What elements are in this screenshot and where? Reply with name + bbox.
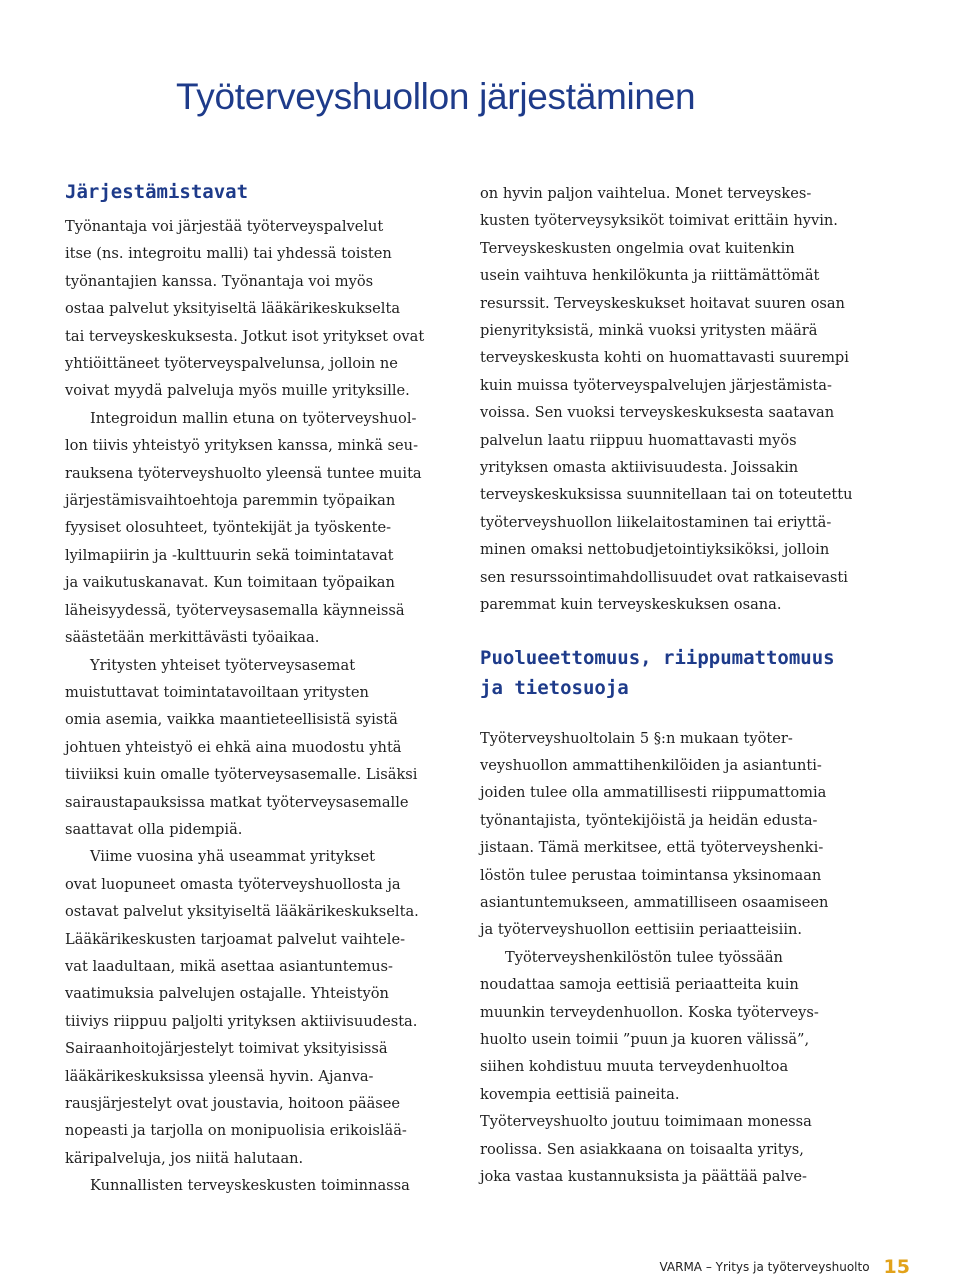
text-line: lon tiivis yhteistyö yrityksen kanssa, minkä seu- (65, 437, 419, 455)
text-line: voissa. Sen vuoksi terveyskeskuksesta saatavan (480, 404, 835, 422)
text-line: veyshuollon ammattihenkilöiden ja asiantunti- (480, 756, 822, 774)
text-line: säästetään merkittävästi työaikaa. (65, 629, 320, 647)
text-line: tiiviys riippuu paljolti yrityksen aktiivisuudesta. (65, 1012, 418, 1030)
left-column (65, 177, 460, 1200)
text-line: on hyvin paljon vaihtelua. Monet terveyskes- (480, 185, 812, 202)
text-line: joka vastaa kustannuksista ja päättää palve- (480, 1168, 807, 1185)
text-line: kovempia eettisiä paineita. (480, 1085, 680, 1103)
text-line: johtuen yhteistyö ei ehkä aina muodostu yhtä (65, 738, 402, 756)
text-line: Yritysten yhteiset työterveysasemat (90, 656, 356, 674)
text-line: jistaan. Tämä merkitsee, että työterveyshenki- (480, 839, 824, 857)
text-line: asiantuntemukseen, ammatilliseen osaamiseen (480, 893, 829, 911)
text-line: ja tietosuoja (480, 676, 629, 699)
text-line: kuin muissa työterveyspalvelujen järjestämista- (480, 376, 832, 394)
text-line: ostaa palvelut yksityiseltä lääkärikeskukselta (65, 300, 401, 318)
paragraph (65, 405, 460, 652)
text-line: työnantajista, työntekijöistä ja heidän edusta- (480, 811, 818, 829)
text-line: rausjärjestelyt ovat joustavia, hoitoon pääsee (65, 1095, 401, 1112)
text-line: työnantajien kanssa. Työnantaja voi myös (65, 272, 374, 290)
section-heading-puolueettomuus (480, 643, 880, 703)
text-line: ovat luopuneet omasta työterveyshuollosta ja (65, 875, 401, 893)
text-line: lyilmapiirin ja -kulttuurin sekä toimintatavat (65, 546, 394, 564)
text-line: Terveyskeskusten ongelmia ovat kuitenkin (480, 239, 795, 257)
text-line: muistuttavat toimintatavoiltaan yritysten (65, 683, 369, 701)
text-line: ja vaikutuskanavat. Kun toimitaan työpaikan (65, 574, 395, 592)
text-line: minen omaksi nettobudjetointiyksiköksi, jolloin (480, 541, 830, 559)
text-line: tiiviiksi kuin omalle työterveysasemalle. Lisäksi (65, 766, 418, 784)
text-line: saattavat olla pidempiä. (65, 820, 243, 838)
text-line: usein vaihtuva henkilökunta ja riittämättömät (480, 267, 820, 285)
text-line: siihen kohdistuu muuta terveydenhuoltoa (480, 1058, 789, 1076)
text-line: fyysiset olosuhteet, työntekijät ja työskente- (65, 519, 392, 537)
text-line: Työnantaja voi järjestää työterveyspalvelut (65, 218, 384, 235)
paragraph (65, 1172, 460, 1199)
text-line: ja työterveyshuollon eettisiin periaatteisiin. (480, 921, 803, 939)
text-line: kusten työterveysyksiköt toimivat erittäin hyvin. (480, 212, 838, 230)
text-line: vaatimuksia palvelujen ostajalle. Yhteistyön (65, 985, 389, 1003)
footer-text: VARMA – Yritys ja työterveyshuolto (659, 1260, 870, 1274)
paragraph (480, 180, 880, 619)
text-line: ostavat palvelut yksityiseltä lääkärikeskukselta. (65, 903, 419, 921)
text-line: sairaustapauksissa matkat työterveysasemalle (65, 793, 409, 811)
text-line: huolto usein toimii ”puun ja kuoren välissä”, (480, 1030, 810, 1048)
paragraph (480, 944, 880, 1108)
text-line: yrityksen omasta aktiivisuudesta. Joissakin (480, 459, 799, 477)
text-line: läheisyydessä, työterveysasemalla käynneissä (65, 601, 405, 619)
text-line: joiden tulee olla ammatillisesti riippumattomia (480, 784, 827, 802)
text-line: työterveyshuollon liikelaitostaminen tai eriyttä- (480, 513, 832, 531)
text-line: järjestämisvaihtoehtoja paremmin työpaikan (65, 492, 396, 510)
text-line: terveyskeskusta kohti on huomattavasti suurempi (480, 349, 849, 367)
text-line: itse (ns. integroitu malli) tai yhdessä toisten (65, 245, 392, 263)
paragraph (65, 843, 460, 1172)
text-line: pienyrityksistä, minkä vuoksi yritysten määrä (480, 322, 818, 340)
text-line: Työterveyshenkilöstön tulee työssään (505, 948, 783, 966)
text-line: Kunnallisten terveyskeskusten toiminnassa (90, 1177, 410, 1195)
text-line: lääkärikeskuksissa yleensä hyvin. Ajanva- (65, 1067, 374, 1085)
paragraph (480, 725, 880, 944)
right-column (480, 180, 880, 1190)
text-line: löstön tulee perustaa toimintansa yksinomaan (480, 866, 822, 884)
text-line: Työterveyshuoltolain 5 §:n mukaan työter- (480, 729, 793, 747)
section-heading-jarjestamistavat: Järjestämistavat (65, 181, 249, 203)
text-line: rauksena työterveyshuolto yleensä tuntee muita (65, 464, 422, 482)
text-line: muunkin terveydenhuollon. Koska työterveys- (480, 1003, 819, 1021)
text-line: vat laadultaan, mikä asettaa asiantuntemus- (65, 957, 393, 975)
text-line: käripalveluja, jos niitä halutaan. (65, 1149, 304, 1167)
text-line: paremmat kuin terveyskeskuksen osana. (480, 596, 782, 614)
text-line: sen resurssointimahdollisuudet ovat ratkaisevasti (480, 568, 848, 586)
page-title: Työterveyshuollon järjestäminen (176, 76, 696, 117)
text-line: voivat myydä palveluja myös muille yrityksille. (65, 382, 410, 400)
text-line: Viime vuosina yhä useammat yritykset (90, 848, 375, 866)
text-line: roolissa. Sen asiakkaana on toisaalta yritys, (480, 1140, 804, 1158)
page-footer (659, 1254, 910, 1276)
text-line: Työterveyshuolto joutuu toimimaan monessa (480, 1113, 812, 1131)
paragraph (65, 213, 460, 405)
text-line: omia asemia, vaikka maantieteellisistä syistä (65, 711, 398, 729)
text-line: Puolueettomuus, riippumattomuus (480, 646, 835, 669)
text-line: noudattaa samoja eettisiä periaatteita kuin (480, 976, 799, 994)
text-line: palvelun laatu riippuu huomattavasti myös (480, 431, 797, 449)
text-line: tai terveyskeskuksesta. Jotkut isot yritykset ovat (65, 327, 425, 345)
text-line: resurssit. Terveyskeskukset hoitavat suuren osan (480, 294, 845, 312)
text-line: Integroidun mallin etuna on työterveyshuol- (90, 409, 417, 427)
text-line: Sairaanhoitojärjestelyt toimivat yksityisissä (65, 1040, 388, 1058)
text-line: terveyskeskuksissa suunnitellaan tai on toteutettu (480, 486, 853, 504)
paragraph (65, 652, 460, 844)
page-number: 15 (883, 1256, 910, 1278)
paragraph (480, 1108, 880, 1190)
text-line: yhtiöittäneet työterveyspalvelunsa, jolloin ne (65, 355, 398, 373)
text-line: nopeasti ja tarjolla on monipuolisia erikoislää- (65, 1122, 407, 1140)
text-line: Lääkärikeskusten tarjoamat palvelut vaihtele- (65, 930, 406, 948)
